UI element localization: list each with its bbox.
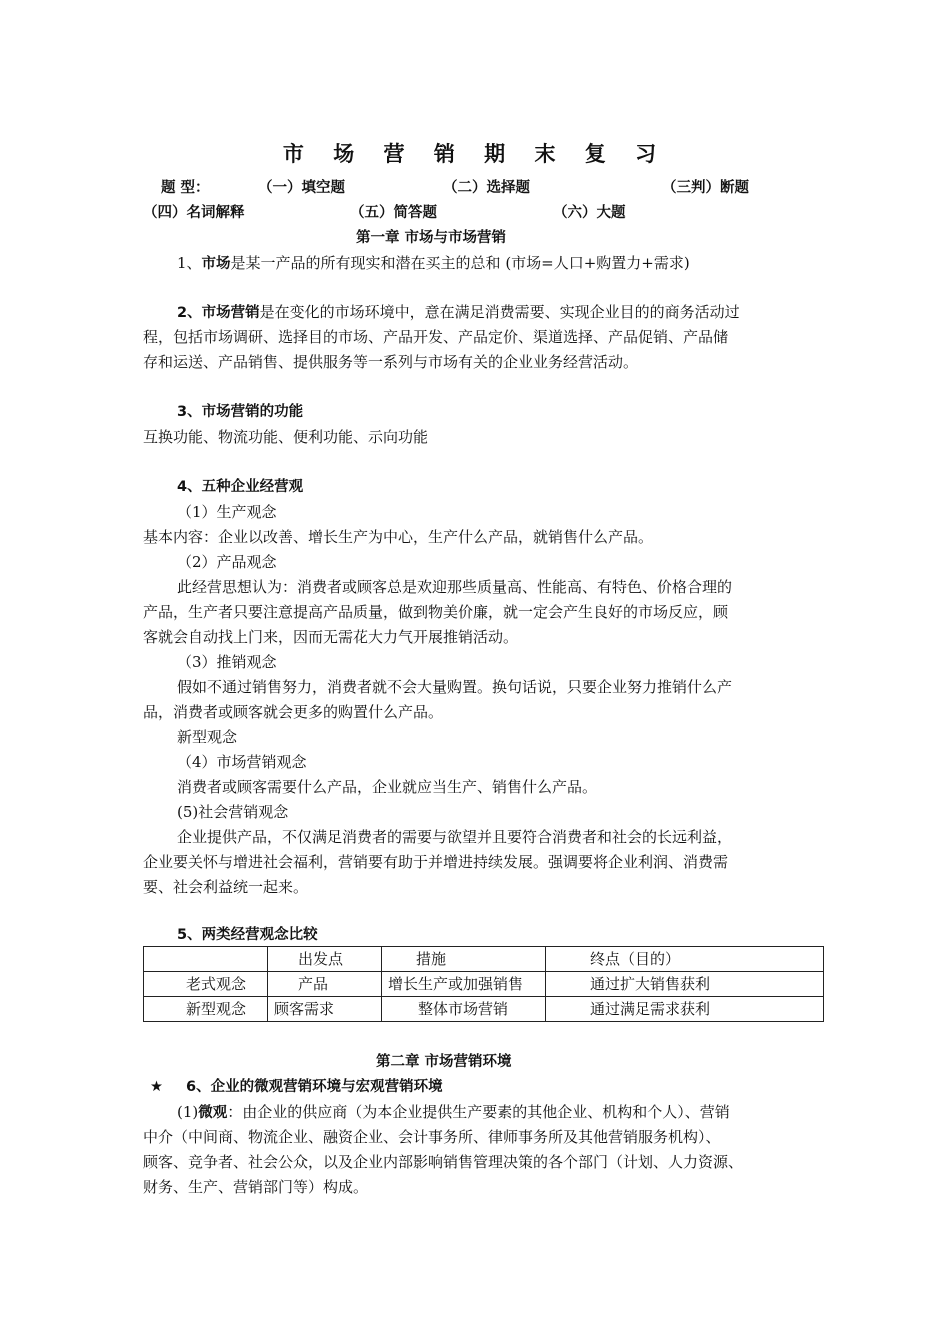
table-cell: 老式观念 — [144, 972, 268, 997]
concept-4-title: （4）市场营销观念 — [177, 753, 307, 771]
concept-3-line-2: 品，消费者或顾客就会更多的购置什么产品。 — [143, 703, 444, 721]
micro-text: ：由企业的供应商（为本企业提供生产要素的其他企业、机构和个人）、营销 — [227, 1103, 730, 1121]
table-row — [144, 972, 824, 997]
micro-line-3: 顾客、竞争者、社会公众，以及企业内部影响销售管理决策的各个部门（计划、人力资源、 — [143, 1153, 744, 1171]
item-5-title: 5、两类经营观念比较 — [177, 927, 318, 943]
concept-3-line-1: 假如不通过销售努力，消费者就不会大量购置。换句话说，只要企业努力推销什么产 — [177, 678, 733, 696]
micro-term: 微观 — [198, 1105, 228, 1121]
micro-line-4: 财务、生产、营销部门等）构成。 — [143, 1178, 369, 1196]
table-row — [144, 997, 824, 1022]
table-header-row — [144, 947, 824, 972]
new-concept-label: 新型观念 — [177, 728, 238, 746]
table-cell: 产品 — [268, 972, 382, 997]
type-short-answer: （五）简答题 — [350, 205, 437, 221]
micro-line-2: 中介（中间商、物流企业、融资企业、会计事务所、律师事务所及其他营销服务机构）、 — [143, 1128, 721, 1146]
type-true-false: （三判）断题 — [662, 180, 749, 196]
item-4-title: 4、五种企业经营观 — [177, 479, 304, 495]
table-header-cell: 出发点 — [268, 947, 382, 972]
type-essay: （六）大题 — [553, 205, 626, 221]
table-cell: 整体市场营销 — [382, 997, 546, 1022]
item-2-line-1 — [177, 300, 740, 326]
micro-prefix: (1) — [177, 1103, 199, 1121]
concept-3-title: （3）推销观念 — [177, 653, 277, 671]
comparison-table — [143, 946, 824, 1022]
table-cell: 通过满足需求获利 — [546, 997, 824, 1022]
item-1-term: 市场 — [201, 256, 231, 272]
table-cell: 通过扩大销售获利 — [546, 972, 824, 997]
table-header-cell — [144, 947, 268, 972]
item-2-line-2: 程，包括市场调研、选择目的市场、产品开发、产品定价、渠道选择、产品促销、产品储 — [143, 328, 729, 346]
item-1-number: 1、 — [177, 254, 202, 272]
item-1 — [177, 251, 690, 277]
concept-5-line-3: 要、社会利益统一起来。 — [143, 878, 309, 896]
chapter-2-heading: 第二章 市场营销环境 — [376, 1054, 512, 1070]
concept-1-title: （1）生产观念 — [177, 503, 277, 521]
types-label: 题 型： — [161, 180, 210, 196]
item-2-term: 市场营销 — [201, 305, 260, 321]
item-3-text: 互换功能、物流功能、便利功能、示向功能 — [143, 428, 429, 446]
concept-2-line-3: 客就会自动找上门来，因而无需花大力气开展推销活动。 — [143, 628, 519, 646]
page-title: 市 场 营 销 期 末 复 习 — [282, 142, 668, 166]
item-2-number: 2、 — [177, 305, 202, 321]
type-fill-blank: （一）填空题 — [258, 180, 345, 196]
table-cell: 顾客需求 — [268, 997, 382, 1022]
table-cell: 增长生产或加强销售 — [382, 972, 546, 997]
concept-2-line-2: 产品，生产者只要注意提高产品质量，做到物美价廉，就一定会产生良好的市场反应，顾 — [143, 603, 729, 621]
concept-2-line-1: 此经营思想认为：消费者或顾客总是欢迎那些质量高、性能高、有特色、价格合理的 — [177, 578, 733, 596]
table-header-cell: 措施 — [382, 947, 546, 972]
concept-4-text: 消费者或顾客需要什么产品，企业就应当生产、销售什么产品。 — [177, 778, 598, 796]
item-6-title: 6、企业的微观营销环境与宏观营销环境 — [186, 1079, 443, 1095]
item-3-title: 3、市场营销的功能 — [177, 404, 304, 420]
concept-5-line-2: 企业要关怀与增进社会福利，营销要有助于并增进持续发展。强调要将企业利润、消费需 — [143, 853, 729, 871]
type-terms: （四）名词解释 — [143, 205, 245, 221]
table-header-cell: 终点（目的） — [546, 947, 824, 972]
micro-line-1 — [177, 1100, 730, 1126]
item-1-text: 是某一产品的所有现实和潜在买主的总和 (市场=人口+购置力+需求) — [230, 254, 690, 272]
concept-5-line-1: 企业提供产品，不仅满足消费者的需要与欲望并且要符合消费者和社会的长远利益， — [177, 828, 733, 846]
concept-1-text: 基本内容：企业以改善、增长生产为中心，生产什么产品，就销售什么产品。 — [143, 528, 654, 546]
table-cell: 新型观念 — [144, 997, 268, 1022]
star-icon: ★ — [150, 1079, 163, 1095]
chapter-1-heading: 第一章 市场与市场营销 — [356, 230, 507, 246]
concept-5-title: (5)社会营销观念 — [177, 803, 289, 821]
item-2-text: 是在变化的市场环境中，意在满足消费需要、实现企业目的的商务活动过 — [259, 303, 740, 321]
item-2-line-3: 存和运送、产品销售、提供服务等一系列与市场有关的企业业务经营活动。 — [143, 353, 639, 371]
concept-2-title: （2）产品观念 — [177, 553, 277, 571]
type-choice: （二）选择题 — [443, 180, 530, 196]
